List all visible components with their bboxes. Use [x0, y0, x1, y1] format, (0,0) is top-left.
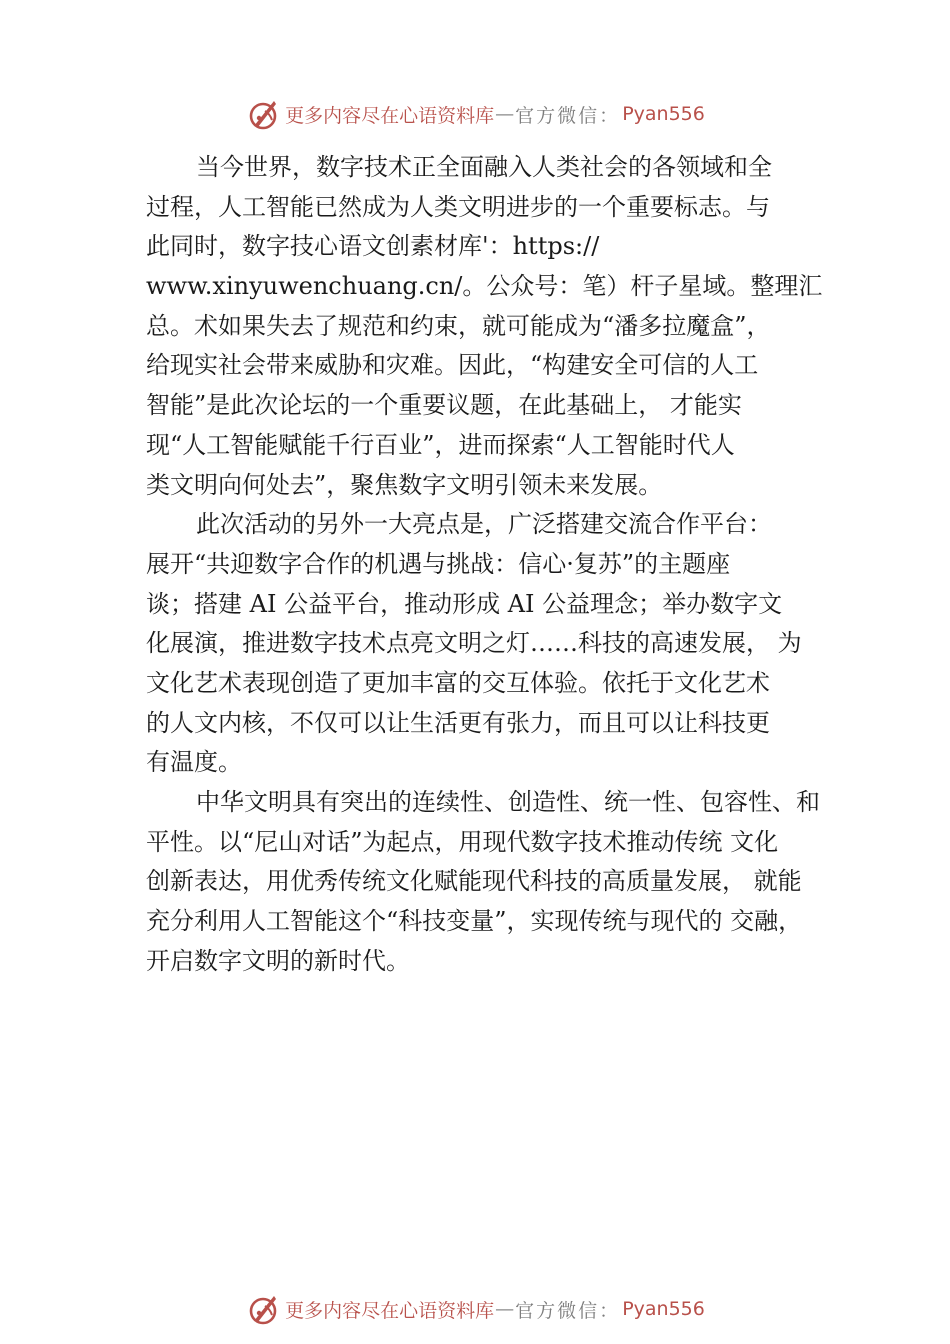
footer-wechat-id: Pyan556	[622, 1298, 705, 1320]
paragraph-1-line: 现“人工智能赋能千行百业”，进而探索“人工智能时代人	[146, 430, 735, 459]
paragraph-3-line: 中华文明具有突出的连续性、创造性、统一性、包容性、和	[196, 788, 820, 816]
paragraph-3-line: 创新表达，用优秀传统文化赋能现代科技的高质量发展， 就能	[146, 867, 802, 896]
paragraph-3-line: 开启数字文明的新时代。	[146, 946, 410, 975]
paragraph-2-line: 有温度。	[146, 748, 242, 777]
paragraph-1-line: 类文明向何处去”，聚焦数字文明引领未来发展。	[146, 470, 663, 499]
quill-logo-icon	[245, 96, 281, 132]
header-wechat-label: 官方微信：	[515, 104, 621, 127]
footer-wechat-label: 官方微信：	[515, 1299, 621, 1322]
paragraph-2-line: 展开“共迎数字合作的机遇与挑战：信心·复苏”的主题座	[146, 549, 731, 578]
header-wechat-id: Pyan556	[622, 103, 705, 125]
paragraph-2-line: 谈；搭建 AI 公益平台，推动形成 AI 公益理念；举办数字文	[146, 589, 783, 618]
paragraph-3-line: 充分利用人工智能这个“科技变量”，实现传统与现代的 交融，	[146, 907, 803, 936]
paragraph-1-line: 智能”是此次论坛的一个重要议题，在此基础上， 才能实	[146, 391, 742, 420]
paragraph-2-line: 文化艺术表现创造了更加丰富的交互体验。依托于文化艺术	[146, 668, 770, 697]
paragraph-1-line: 总。术如果失去了规范和约束，就可能成为“潘多拉魔盒”，	[146, 311, 771, 340]
document-body	[146, 148, 823, 981]
paragraph-2-line: 的人文内核，不仅可以让生活更有张力，而且可以让科技更	[146, 708, 770, 737]
paragraph-1-line: 此同时，数字技心语文创素材库'：https://	[146, 232, 600, 261]
paragraph-2-line: 此次活动的另外一大亮点是，广泛搭建交流合作平台：	[196, 510, 772, 539]
paragraph-1-line: 当今世界，数字技术正全面融入人类社会的各领域和全	[196, 153, 772, 181]
footer-site-text: 更多内容尽在心语资料库	[285, 1299, 495, 1322]
paragraph-1-line: 给现实社会带来威胁和灾难。因此，“构建安全可信的人工	[146, 351, 759, 380]
header-site-text: 更多内容尽在心语资料库	[285, 104, 495, 127]
header-banner	[0, 94, 950, 134]
paragraph-2-line: 化展演，推进数字技术点亮文明之灯……科技的高速发展， 为	[146, 629, 802, 658]
footer-banner	[0, 1289, 950, 1329]
header-dash: —	[495, 103, 515, 125]
footer-dash: —	[495, 1298, 515, 1320]
paragraph-3-line: 平性。以“尼山对话”为起点，用现代数字技术推动传统 文化	[146, 827, 779, 856]
paragraph-1-line: www.xinyuwenchuang.cn/。公众号：笔）杆子星域。整理汇	[146, 272, 823, 301]
quill-logo-icon	[245, 1291, 281, 1327]
paragraph-1-line: 过程，人工智能已然成为人类文明进步的一个重要标志。与	[146, 192, 770, 221]
